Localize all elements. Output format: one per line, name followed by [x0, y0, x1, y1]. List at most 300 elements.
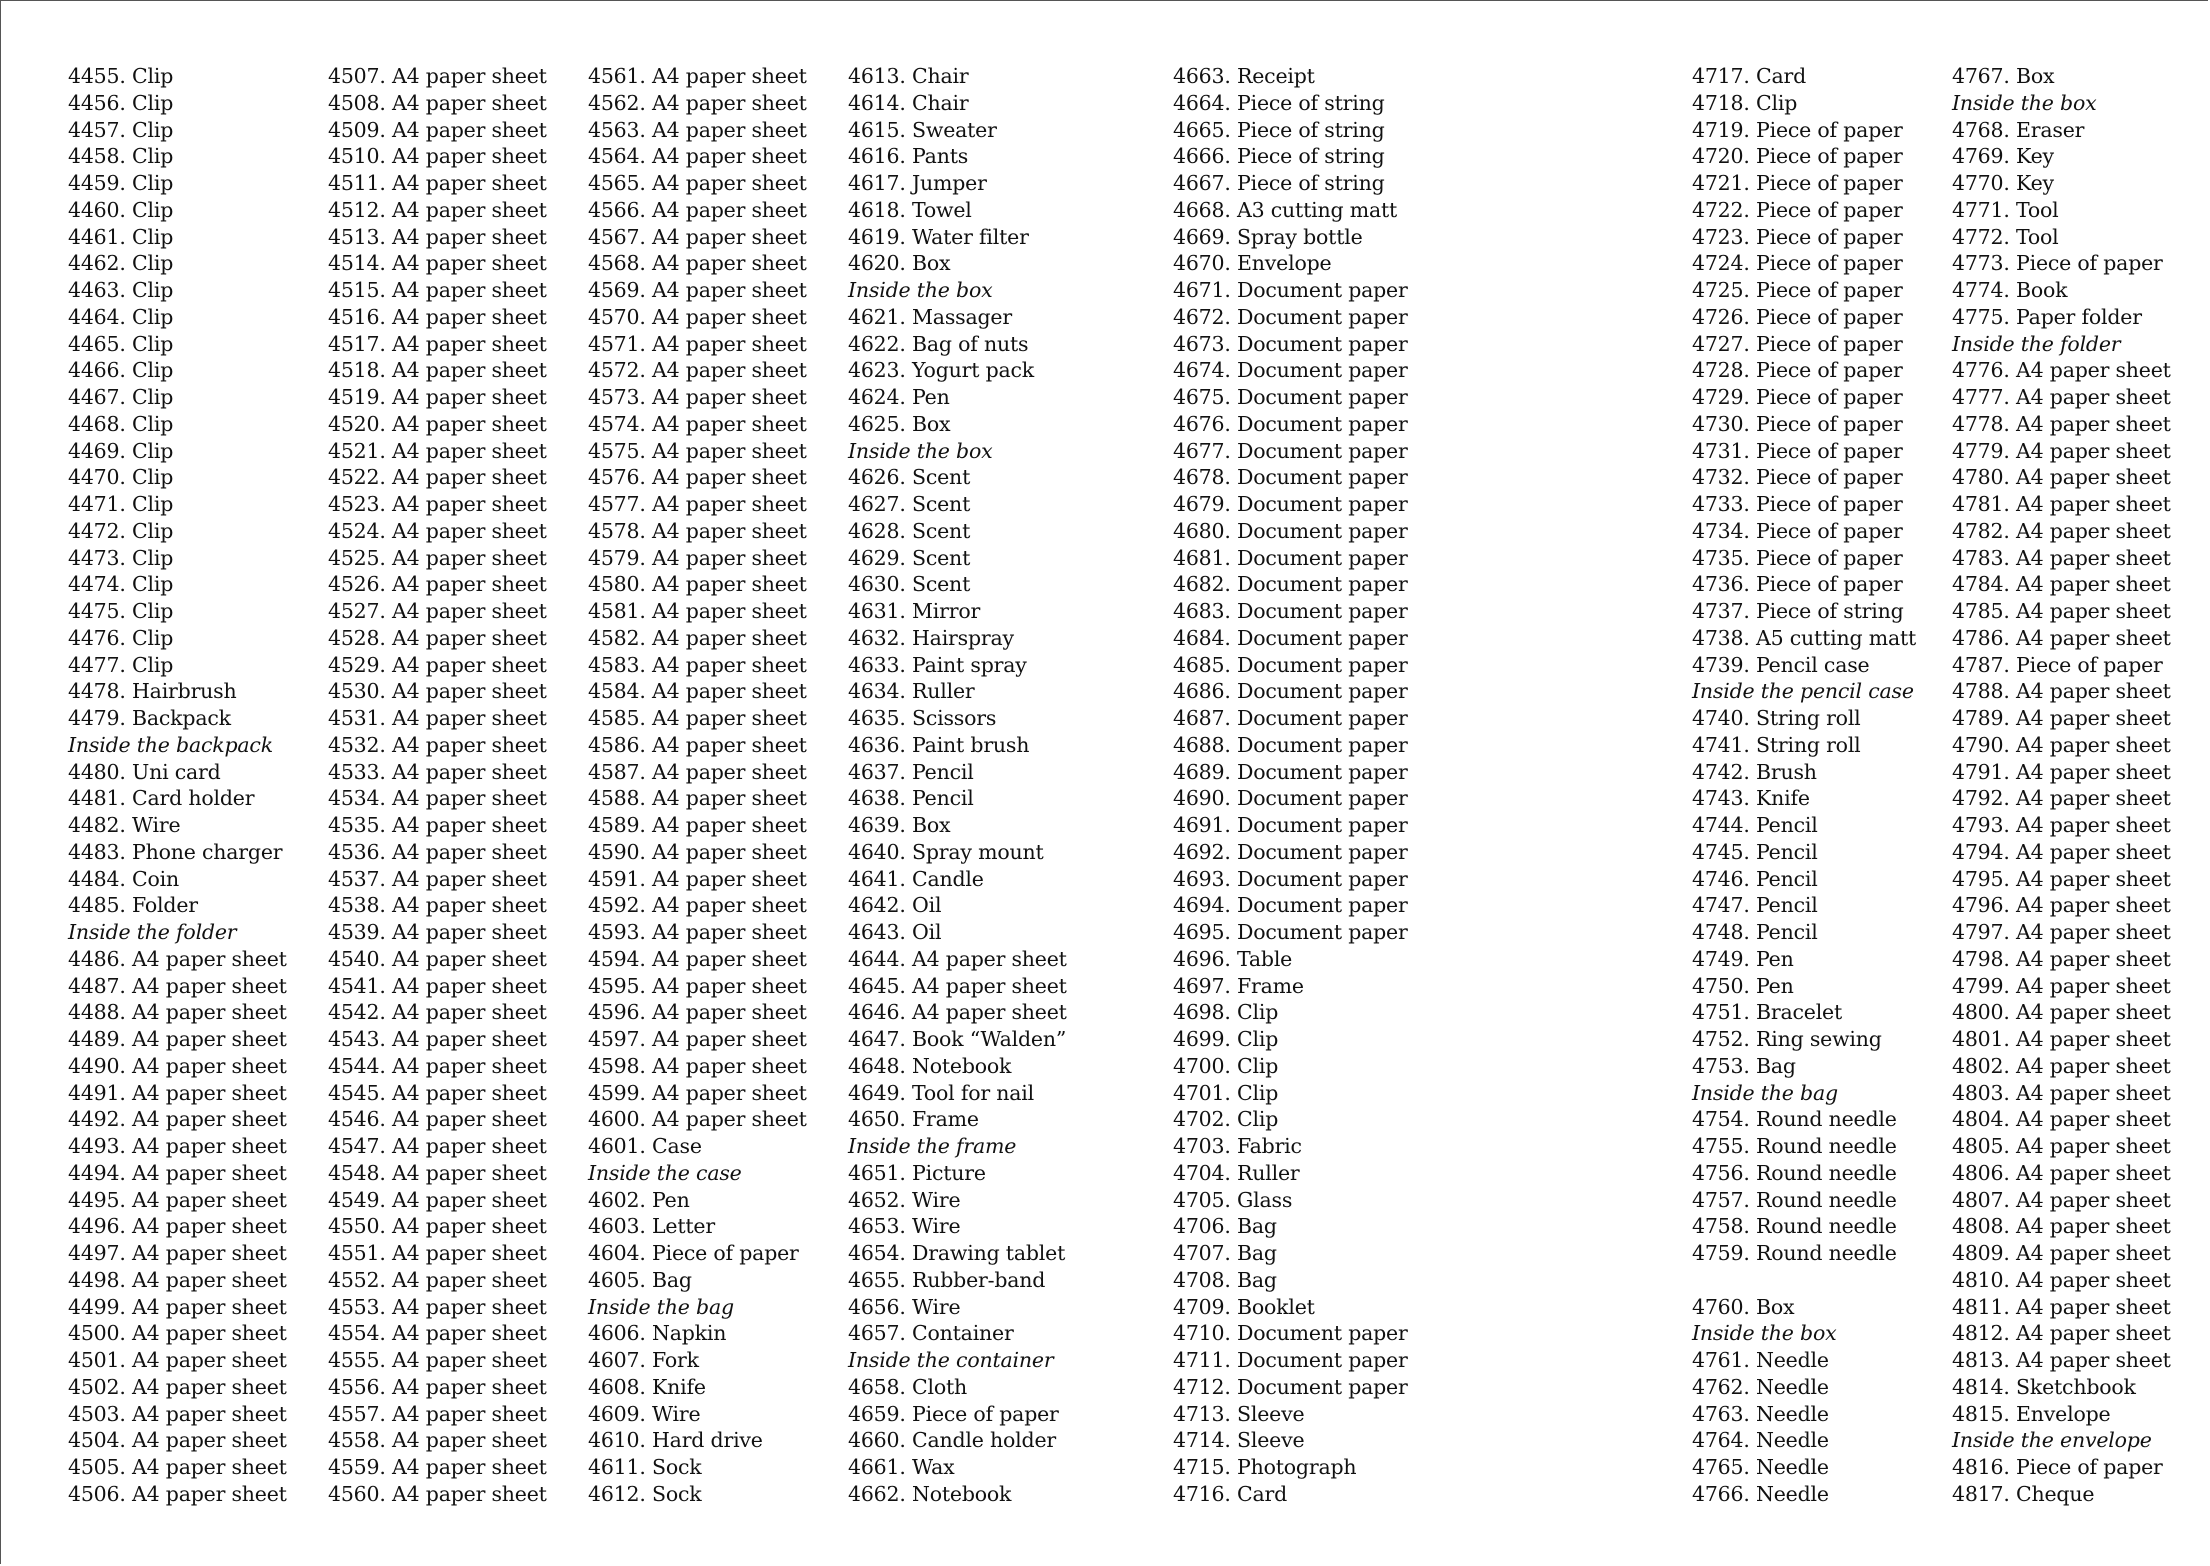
list-item: 4784. A4 paper sheet	[1952, 572, 2171, 597]
list-item: 4635. Scissors	[848, 706, 997, 730]
list-item: 4648. Notebook	[848, 1053, 1012, 1078]
list-item: 4517. A4 paper sheet	[328, 331, 547, 356]
list-item: 4801. A4 paper sheet	[1952, 1027, 2171, 1051]
list-item: 4530. A4 paper sheet	[328, 679, 547, 704]
list-item: 4799. A4 paper sheet	[1952, 973, 2171, 998]
list-item: 4599. A4 paper sheet	[588, 1080, 807, 1105]
list-item: 4455. Clip	[68, 64, 174, 88]
list-item: 4557. A4 paper sheet	[328, 1401, 547, 1426]
list-item: 4626. Scent	[848, 465, 971, 490]
list-item: 4670. Envelope	[1173, 251, 1332, 276]
list-item: 4637. Pencil	[848, 759, 974, 784]
list-item: 4747. Pencil	[1692, 893, 1818, 918]
list-item: 4641. Candle	[848, 866, 984, 891]
list-item: 4716. Card	[1173, 1481, 1288, 1506]
list-item: 4550. A4 paper sheet	[328, 1214, 547, 1239]
list-item: 4699. Clip	[1173, 1027, 1279, 1051]
list-item: 4534. A4 paper sheet	[328, 786, 547, 811]
list-item: 4519. A4 paper sheet	[328, 385, 547, 409]
list-item: 4717. Card	[1692, 64, 1807, 88]
list-item: 4653. Wire	[848, 1214, 961, 1239]
list-item: 4598. A4 paper sheet	[588, 1053, 807, 1078]
list-item: 4500. A4 paper sheet	[68, 1321, 287, 1346]
list-item: 4566. A4 paper sheet	[588, 197, 807, 222]
container-heading: Inside the container	[848, 1348, 1054, 1372]
list-item: 4806. A4 paper sheet	[1952, 1160, 2171, 1185]
list-item: 4535. A4 paper sheet	[328, 813, 547, 837]
list-item: 4569. A4 paper sheet	[588, 278, 807, 302]
list-item: 4674. Document paper	[1173, 358, 1408, 383]
list-item: 4705. Glass	[1173, 1187, 1293, 1212]
list-item: 4691. Document paper	[1173, 813, 1408, 837]
inventory-column-4	[848, 63, 1067, 1508]
container-heading: Inside the pencil case	[1692, 679, 1914, 704]
list-item: 4624. Pen	[848, 385, 950, 409]
list-item: 4662. Notebook	[848, 1481, 1012, 1506]
list-item: 4518. A4 paper sheet	[328, 358, 547, 383]
list-item: 4645. A4 paper sheet	[848, 973, 1067, 998]
list-item: 4759. Round needle	[1692, 1241, 1897, 1265]
list-item: 4606. Napkin	[588, 1321, 727, 1346]
list-item: 4467. Clip	[68, 385, 174, 409]
list-item: 4470. Clip	[68, 465, 174, 490]
list-item: 4785. A4 paper sheet	[1952, 599, 2171, 623]
container-heading: Inside the envelope	[1952, 1428, 2152, 1453]
list-item: 4523. A4 paper sheet	[328, 492, 547, 516]
list-item: 4613. Chair	[848, 64, 969, 88]
list-item: 4668. A3 cutting matt	[1173, 197, 1398, 222]
list-item: 4639. Box	[848, 813, 951, 837]
list-item: 4689. Document paper	[1173, 759, 1408, 784]
list-item: 4554. A4 paper sheet	[328, 1321, 547, 1346]
inventory-column-6	[1692, 63, 1916, 1508]
list-item: 4760. Box	[1692, 1294, 1795, 1319]
list-item: 4498. A4 paper sheet	[68, 1267, 287, 1292]
list-item: 4483. Phone charger	[68, 839, 283, 864]
list-item: 4611. Sock	[588, 1455, 702, 1479]
list-item: 4522. A4 paper sheet	[328, 465, 547, 490]
list-item: 4686. Document paper	[1173, 679, 1408, 704]
list-item: 4565. A4 paper sheet	[588, 171, 807, 195]
list-item: 4553. A4 paper sheet	[328, 1294, 547, 1319]
list-item: 4462. Clip	[68, 251, 174, 276]
list-item: 4562. A4 paper sheet	[588, 90, 807, 115]
list-item: 4811. A4 paper sheet	[1952, 1294, 2171, 1319]
list-item: 4515. A4 paper sheet	[328, 278, 547, 302]
list-item: 4464. Clip	[68, 304, 174, 329]
list-item: 4591. A4 paper sheet	[588, 866, 807, 891]
list-item: 4748. Pencil	[1692, 920, 1818, 944]
list-item: 4475. Clip	[68, 599, 174, 623]
list-item: 4752. Ring sewing	[1692, 1027, 1882, 1051]
list-item: 4532. A4 paper sheet	[328, 732, 547, 757]
list-item: 4506. A4 paper sheet	[68, 1481, 287, 1506]
list-item: 4737. Piece of string	[1692, 599, 1904, 623]
list-item: 4751. Bracelet	[1692, 1000, 1843, 1025]
list-item: 4509. A4 paper sheet	[328, 117, 547, 142]
list-item: 4738. A5 cutting matt	[1692, 625, 1917, 650]
list-item: 4756. Round needle	[1692, 1160, 1897, 1185]
list-item: 4698. Clip	[1173, 1000, 1279, 1025]
list-item: 4650. Frame	[848, 1107, 979, 1132]
list-item: 4700. Clip	[1173, 1053, 1279, 1078]
list-item: 4706. Bag	[1173, 1214, 1277, 1239]
list-item: 4721. Piece of paper	[1692, 171, 1903, 195]
list-item: 4620. Box	[848, 251, 951, 276]
list-item: 4644. A4 paper sheet	[848, 946, 1067, 971]
list-item: 4579. A4 paper sheet	[588, 545, 807, 570]
list-item: 4588. A4 paper sheet	[588, 786, 807, 811]
list-item: 4683. Document paper	[1173, 599, 1408, 623]
list-item: 4766. Needle	[1692, 1481, 1829, 1506]
list-item: 4516. A4 paper sheet	[328, 304, 547, 329]
list-item: 4687. Document paper	[1173, 706, 1408, 730]
list-item: 4792. A4 paper sheet	[1952, 786, 2171, 811]
list-item: 4512. A4 paper sheet	[328, 197, 547, 222]
list-item: 4740. String roll	[1692, 706, 1861, 730]
list-item: 4649. Tool for nail	[848, 1080, 1035, 1105]
list-item: 4527. A4 paper sheet	[328, 599, 547, 623]
list-item: 4596. A4 paper sheet	[588, 1000, 807, 1025]
list-item: 4749. Pen	[1692, 946, 1794, 971]
list-item: 4660. Candle holder	[848, 1428, 1056, 1453]
list-item: 4694. Document paper	[1173, 893, 1408, 918]
list-item: 4556. A4 paper sheet	[328, 1374, 547, 1399]
list-item: 4524. A4 paper sheet	[328, 518, 547, 543]
list-item: 4622. Bag of nuts	[848, 331, 1029, 356]
list-item: 4581. A4 paper sheet	[588, 599, 807, 623]
list-item: 4707. Bag	[1173, 1241, 1277, 1265]
list-item: 4776. A4 paper sheet	[1952, 358, 2171, 383]
list-item: 4634. Ruller	[848, 679, 975, 704]
list-item: 4642. Oil	[848, 893, 942, 918]
list-item: 4765. Needle	[1692, 1455, 1829, 1479]
list-item: 4769. Key	[1952, 144, 2054, 169]
list-item: 4514. A4 paper sheet	[328, 251, 547, 276]
list-item: 4730. Piece of paper	[1692, 411, 1903, 436]
list-item: 4461. Clip	[68, 224, 174, 249]
list-item: 4503. A4 paper sheet	[68, 1401, 287, 1426]
list-item: 4574. A4 paper sheet	[588, 411, 807, 436]
list-item: 4665. Piece of string	[1173, 117, 1385, 142]
list-item: 4629. Scent	[848, 545, 971, 570]
list-item: 4753. Bag	[1692, 1053, 1796, 1078]
list-item: 4482. Wire	[68, 813, 181, 837]
list-item: 4572. A4 paper sheet	[588, 358, 807, 383]
list-item: 4570. A4 paper sheet	[588, 304, 807, 329]
list-item: 4729. Piece of paper	[1692, 385, 1903, 409]
list-item: 4487. A4 paper sheet	[68, 973, 287, 998]
list-item: 4746. Pencil	[1692, 866, 1818, 891]
list-item: 4492. A4 paper sheet	[68, 1107, 287, 1132]
list-item: 4612. Sock	[588, 1481, 702, 1506]
list-item: 4601. Case	[588, 1134, 702, 1158]
list-item: 4463. Clip	[68, 278, 174, 302]
list-item: 4669. Spray bottle	[1173, 224, 1363, 249]
list-item: 4507. A4 paper sheet	[328, 64, 547, 88]
list-item: 4610. Hard drive	[588, 1428, 763, 1453]
list-item: 4484. Coin	[68, 866, 179, 891]
list-item: 4558. A4 paper sheet	[328, 1428, 547, 1453]
list-item: 4496. A4 paper sheet	[68, 1214, 287, 1239]
container-heading: Inside the backpack	[68, 732, 273, 757]
list-item: 4655. Rubber-band	[848, 1267, 1046, 1292]
list-item: 4718. Clip	[1692, 90, 1798, 115]
list-item: 4480. Uni card	[68, 759, 221, 784]
list-item: 4472. Clip	[68, 518, 174, 543]
list-item: 4810. A4 paper sheet	[1952, 1267, 2171, 1292]
container-heading: Inside the box	[1952, 90, 2097, 115]
list-item: 4780. A4 paper sheet	[1952, 465, 2171, 490]
list-item: 4681. Document paper	[1173, 545, 1408, 570]
container-heading: Inside the folder	[1952, 331, 2121, 356]
list-item: 4568. A4 paper sheet	[588, 251, 807, 276]
list-item: 4734. Piece of paper	[1692, 518, 1903, 543]
list-item: 4793. A4 paper sheet	[1952, 813, 2171, 837]
list-item: 4750. Pen	[1692, 973, 1794, 998]
list-item: 4528. A4 paper sheet	[328, 625, 547, 650]
list-item: 4584. A4 paper sheet	[588, 679, 807, 704]
list-item: 4695. Document paper	[1173, 920, 1408, 944]
list-item: 4654. Drawing tablet	[848, 1241, 1066, 1265]
list-item: 4797. A4 paper sheet	[1952, 920, 2171, 944]
list-item: 4458. Clip	[68, 144, 174, 169]
list-item: 4540. A4 paper sheet	[328, 946, 547, 971]
list-item: 4542. A4 paper sheet	[328, 1000, 547, 1025]
list-item: 4791. A4 paper sheet	[1952, 759, 2171, 784]
list-item: 4508. A4 paper sheet	[328, 90, 547, 115]
list-item: 4547. A4 paper sheet	[328, 1134, 547, 1158]
list-item: 4607. Fork	[588, 1348, 699, 1372]
list-item: 4501. A4 paper sheet	[68, 1348, 287, 1372]
list-item: 4494. A4 paper sheet	[68, 1160, 287, 1185]
list-item: 4732. Piece of paper	[1692, 465, 1903, 490]
list-item: 4679. Document paper	[1173, 492, 1408, 516]
list-item: 4712. Document paper	[1173, 1374, 1408, 1399]
list-item: 4800. A4 paper sheet	[1952, 1000, 2171, 1025]
list-item: 4583. A4 paper sheet	[588, 652, 807, 677]
list-item: 4580. A4 paper sheet	[588, 572, 807, 597]
list-item: 4657. Container	[848, 1321, 1014, 1346]
list-item: 4466. Clip	[68, 358, 174, 383]
list-item: 4567. A4 paper sheet	[588, 224, 807, 249]
list-item: 4709. Booklet	[1173, 1294, 1315, 1319]
list-item: 4804. A4 paper sheet	[1952, 1107, 2171, 1132]
list-item: 4805. A4 paper sheet	[1952, 1134, 2171, 1158]
list-item: 4682. Document paper	[1173, 572, 1408, 597]
list-item: 4585. A4 paper sheet	[588, 706, 807, 730]
list-item: 4690. Document paper	[1173, 786, 1408, 811]
list-item: 4538. A4 paper sheet	[328, 893, 547, 918]
list-item: 4757. Round needle	[1692, 1187, 1897, 1212]
list-item: 4456. Clip	[68, 90, 174, 115]
list-item: 4616. Pants	[848, 144, 969, 169]
list-item: 4808. A4 paper sheet	[1952, 1214, 2171, 1239]
list-item: 4781. A4 paper sheet	[1952, 492, 2171, 516]
list-item: 4671. Document paper	[1173, 278, 1408, 302]
list-item: 4561. A4 paper sheet	[588, 64, 807, 88]
list-item: 4590. A4 paper sheet	[588, 839, 807, 864]
list-item: 4704. Ruller	[1173, 1160, 1300, 1185]
list-item: 4764. Needle	[1692, 1428, 1829, 1453]
list-item: 4521. A4 paper sheet	[328, 438, 547, 463]
list-item: 4710. Document paper	[1173, 1321, 1408, 1346]
list-item: 4564. A4 paper sheet	[588, 144, 807, 169]
list-item: 4688. Document paper	[1173, 732, 1408, 757]
list-item: 4787. Piece of paper	[1952, 652, 2163, 677]
list-item: 4771. Tool	[1952, 197, 2059, 222]
list-item: 4619. Water filter	[848, 224, 1029, 249]
list-item: 4577. A4 paper sheet	[588, 492, 807, 516]
list-item: 4618. Towel	[848, 197, 972, 222]
list-item: 4636. Paint brush	[848, 732, 1030, 757]
list-item: 4676. Document paper	[1173, 411, 1408, 436]
list-item: 4640. Spray mount	[848, 839, 1044, 864]
list-item: 4478. Hairbrush	[68, 679, 237, 704]
list-item: 4560. A4 paper sheet	[328, 1481, 547, 1506]
list-item: 4725. Piece of paper	[1692, 278, 1903, 302]
list-item: 4685. Document paper	[1173, 652, 1408, 677]
list-item: 4767. Box	[1952, 64, 2055, 88]
list-item: 4608. Knife	[588, 1374, 706, 1399]
list-item: 4630. Scent	[848, 572, 971, 597]
list-item: 4490. A4 paper sheet	[68, 1053, 287, 1078]
list-item: 4539. A4 paper sheet	[328, 920, 547, 944]
list-item: 4541. A4 paper sheet	[328, 973, 547, 998]
list-item: 4544. A4 paper sheet	[328, 1053, 547, 1078]
list-item: 4593. A4 paper sheet	[588, 920, 807, 944]
list-item: 4802. A4 paper sheet	[1952, 1053, 2171, 1078]
list-item: 4609. Wire	[588, 1401, 701, 1426]
list-item: 4513. A4 paper sheet	[328, 224, 547, 249]
list-item: 4638. Pencil	[848, 786, 974, 811]
inventory-column-1	[68, 63, 287, 1508]
list-item: 4531. A4 paper sheet	[328, 706, 547, 730]
list-item: 4693. Document paper	[1173, 866, 1408, 891]
list-item: 4745. Pencil	[1692, 839, 1818, 864]
list-item: 4761. Needle	[1692, 1348, 1829, 1372]
list-item: 4727. Piece of paper	[1692, 331, 1903, 356]
list-item: 4790. A4 paper sheet	[1952, 732, 2171, 757]
list-item: 4796. A4 paper sheet	[1952, 893, 2171, 918]
list-item: 4476. Clip	[68, 625, 174, 650]
list-item: 4783. A4 paper sheet	[1952, 545, 2171, 570]
list-item: 4659. Piece of paper	[848, 1401, 1059, 1426]
list-item: 4573. A4 paper sheet	[588, 385, 807, 409]
list-item: 4621. Massager	[848, 304, 1012, 329]
list-item: 4559. A4 paper sheet	[328, 1455, 547, 1479]
list-item: 4789. A4 paper sheet	[1952, 706, 2171, 730]
blank-line	[1692, 1267, 1916, 1294]
list-item: 4600. A4 paper sheet	[588, 1107, 807, 1132]
list-item: 4633. Paint spray	[848, 652, 1027, 677]
list-item: 4615. Sweater	[848, 117, 997, 142]
list-item: 4627. Scent	[848, 492, 971, 516]
list-item: 4714. Sleeve	[1173, 1428, 1305, 1453]
list-item: 4481. Card holder	[68, 786, 255, 811]
list-item: 4587. A4 paper sheet	[588, 759, 807, 784]
list-item: 4563. A4 paper sheet	[588, 117, 807, 142]
list-item: 4817. Cheque	[1952, 1481, 2095, 1506]
list-item: 4529. A4 paper sheet	[328, 652, 547, 677]
list-item: 4505. A4 paper sheet	[68, 1455, 287, 1479]
list-item: 4658. Cloth	[848, 1374, 968, 1399]
list-item: 4647. Book “Walden”	[848, 1027, 1067, 1051]
list-item: 4739. Pencil case	[1692, 652, 1870, 677]
list-item: 4813. A4 paper sheet	[1952, 1348, 2171, 1372]
list-item: 4477. Clip	[68, 652, 174, 677]
list-item: 4744. Pencil	[1692, 813, 1818, 837]
list-item: 4628. Scent	[848, 518, 971, 543]
list-item: 4632. Hairspray	[848, 625, 1014, 650]
list-item: 4469. Clip	[68, 438, 174, 463]
list-item: 4798. A4 paper sheet	[1952, 946, 2171, 971]
list-item: 4788. A4 paper sheet	[1952, 679, 2171, 704]
list-item: 4773. Piece of paper	[1952, 251, 2163, 276]
list-item: 4552. A4 paper sheet	[328, 1267, 547, 1292]
list-item: 4728. Piece of paper	[1692, 358, 1903, 383]
list-item: 4723. Piece of paper	[1692, 224, 1903, 249]
list-item: 4768. Eraser	[1952, 117, 2085, 142]
list-item: 4597. A4 paper sheet	[588, 1027, 807, 1051]
list-item: 4468. Clip	[68, 411, 174, 436]
list-item: 4677. Document paper	[1173, 438, 1408, 463]
list-item: 4779. A4 paper sheet	[1952, 438, 2171, 463]
list-item: 4471. Clip	[68, 492, 174, 516]
list-item: 4625. Box	[848, 411, 951, 436]
list-item: 4460. Clip	[68, 197, 174, 222]
list-item: 4549. A4 paper sheet	[328, 1187, 547, 1212]
list-item: 4661. Wax	[848, 1455, 955, 1479]
list-item: 4536. A4 paper sheet	[328, 839, 547, 864]
list-item: 4543. A4 paper sheet	[328, 1027, 547, 1051]
list-item: 4646. A4 paper sheet	[848, 1000, 1067, 1025]
inventory-column-2	[328, 63, 547, 1508]
list-item: 4485. Folder	[68, 893, 198, 918]
list-item: 4809. A4 paper sheet	[1952, 1241, 2171, 1265]
list-item: 4782. A4 paper sheet	[1952, 518, 2171, 543]
list-item: 4795. A4 paper sheet	[1952, 866, 2171, 891]
list-item: 4575. A4 paper sheet	[588, 438, 807, 463]
list-item: 4754. Round needle	[1692, 1107, 1897, 1132]
list-item: 4489. A4 paper sheet	[68, 1027, 287, 1051]
list-item: 4672. Document paper	[1173, 304, 1408, 329]
list-item: 4684. Document paper	[1173, 625, 1408, 650]
list-item: 4473. Clip	[68, 545, 174, 570]
list-item: 4571. A4 paper sheet	[588, 331, 807, 356]
list-item: 4701. Clip	[1173, 1080, 1279, 1105]
list-item: 4666. Piece of string	[1173, 144, 1385, 169]
inventory-column-7	[1952, 63, 2171, 1508]
list-item: 4623. Yogurt pack	[848, 358, 1035, 383]
list-item: 4667. Piece of string	[1173, 171, 1385, 195]
list-item: 4664. Piece of string	[1173, 90, 1385, 115]
list-item: 4722. Piece of paper	[1692, 197, 1903, 222]
list-item: 4491. A4 paper sheet	[68, 1080, 287, 1105]
list-item: 4594. A4 paper sheet	[588, 946, 807, 971]
list-item: 4497. A4 paper sheet	[68, 1241, 287, 1265]
list-item: 4459. Clip	[68, 171, 174, 195]
list-item: 4815. Envelope	[1952, 1401, 2111, 1426]
list-item: 4719. Piece of paper	[1692, 117, 1903, 142]
list-item: 4457. Clip	[68, 117, 174, 142]
list-item: 4814. Sketchbook	[1952, 1374, 2136, 1399]
list-item: 4631. Mirror	[848, 599, 981, 623]
list-item: 4465. Clip	[68, 331, 174, 356]
list-item: 4715. Photograph	[1173, 1455, 1357, 1479]
list-item: 4703. Fabric	[1173, 1134, 1302, 1158]
list-item: 4605. Bag	[588, 1267, 692, 1292]
